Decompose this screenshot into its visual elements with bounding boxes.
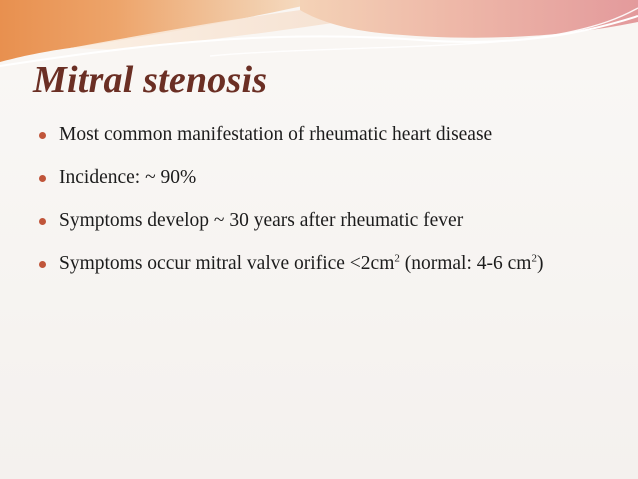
superscript: 2 xyxy=(394,252,400,265)
bullet-list xyxy=(39,124,599,296)
bullet-dot-icon xyxy=(39,218,46,225)
bullet-text: Symptoms develop ~ 30 years after rheumatic fever xyxy=(59,210,464,231)
bullet-item xyxy=(39,167,599,189)
bullet-dot-icon xyxy=(39,175,46,182)
bullet-text: Most common manifestation of rheumatic heart disease xyxy=(59,124,493,145)
bullet-item xyxy=(39,210,599,232)
slide-title: Mitral stenosis xyxy=(33,59,268,101)
bullet-text-mid: (normal: 4-6 cm xyxy=(399,253,532,274)
bullet-dot-icon xyxy=(39,261,46,268)
bullet-text-pre: Symptoms occur mitral valve orifice <2cm xyxy=(59,253,395,274)
bullet-item xyxy=(39,253,599,275)
bullet-item xyxy=(39,124,599,146)
superscript: 2 xyxy=(531,252,537,265)
bullet-text-post: ) xyxy=(536,253,544,274)
bullet-text: Incidence: ~ 90% xyxy=(59,167,197,188)
bullet-dot-icon xyxy=(39,132,46,139)
